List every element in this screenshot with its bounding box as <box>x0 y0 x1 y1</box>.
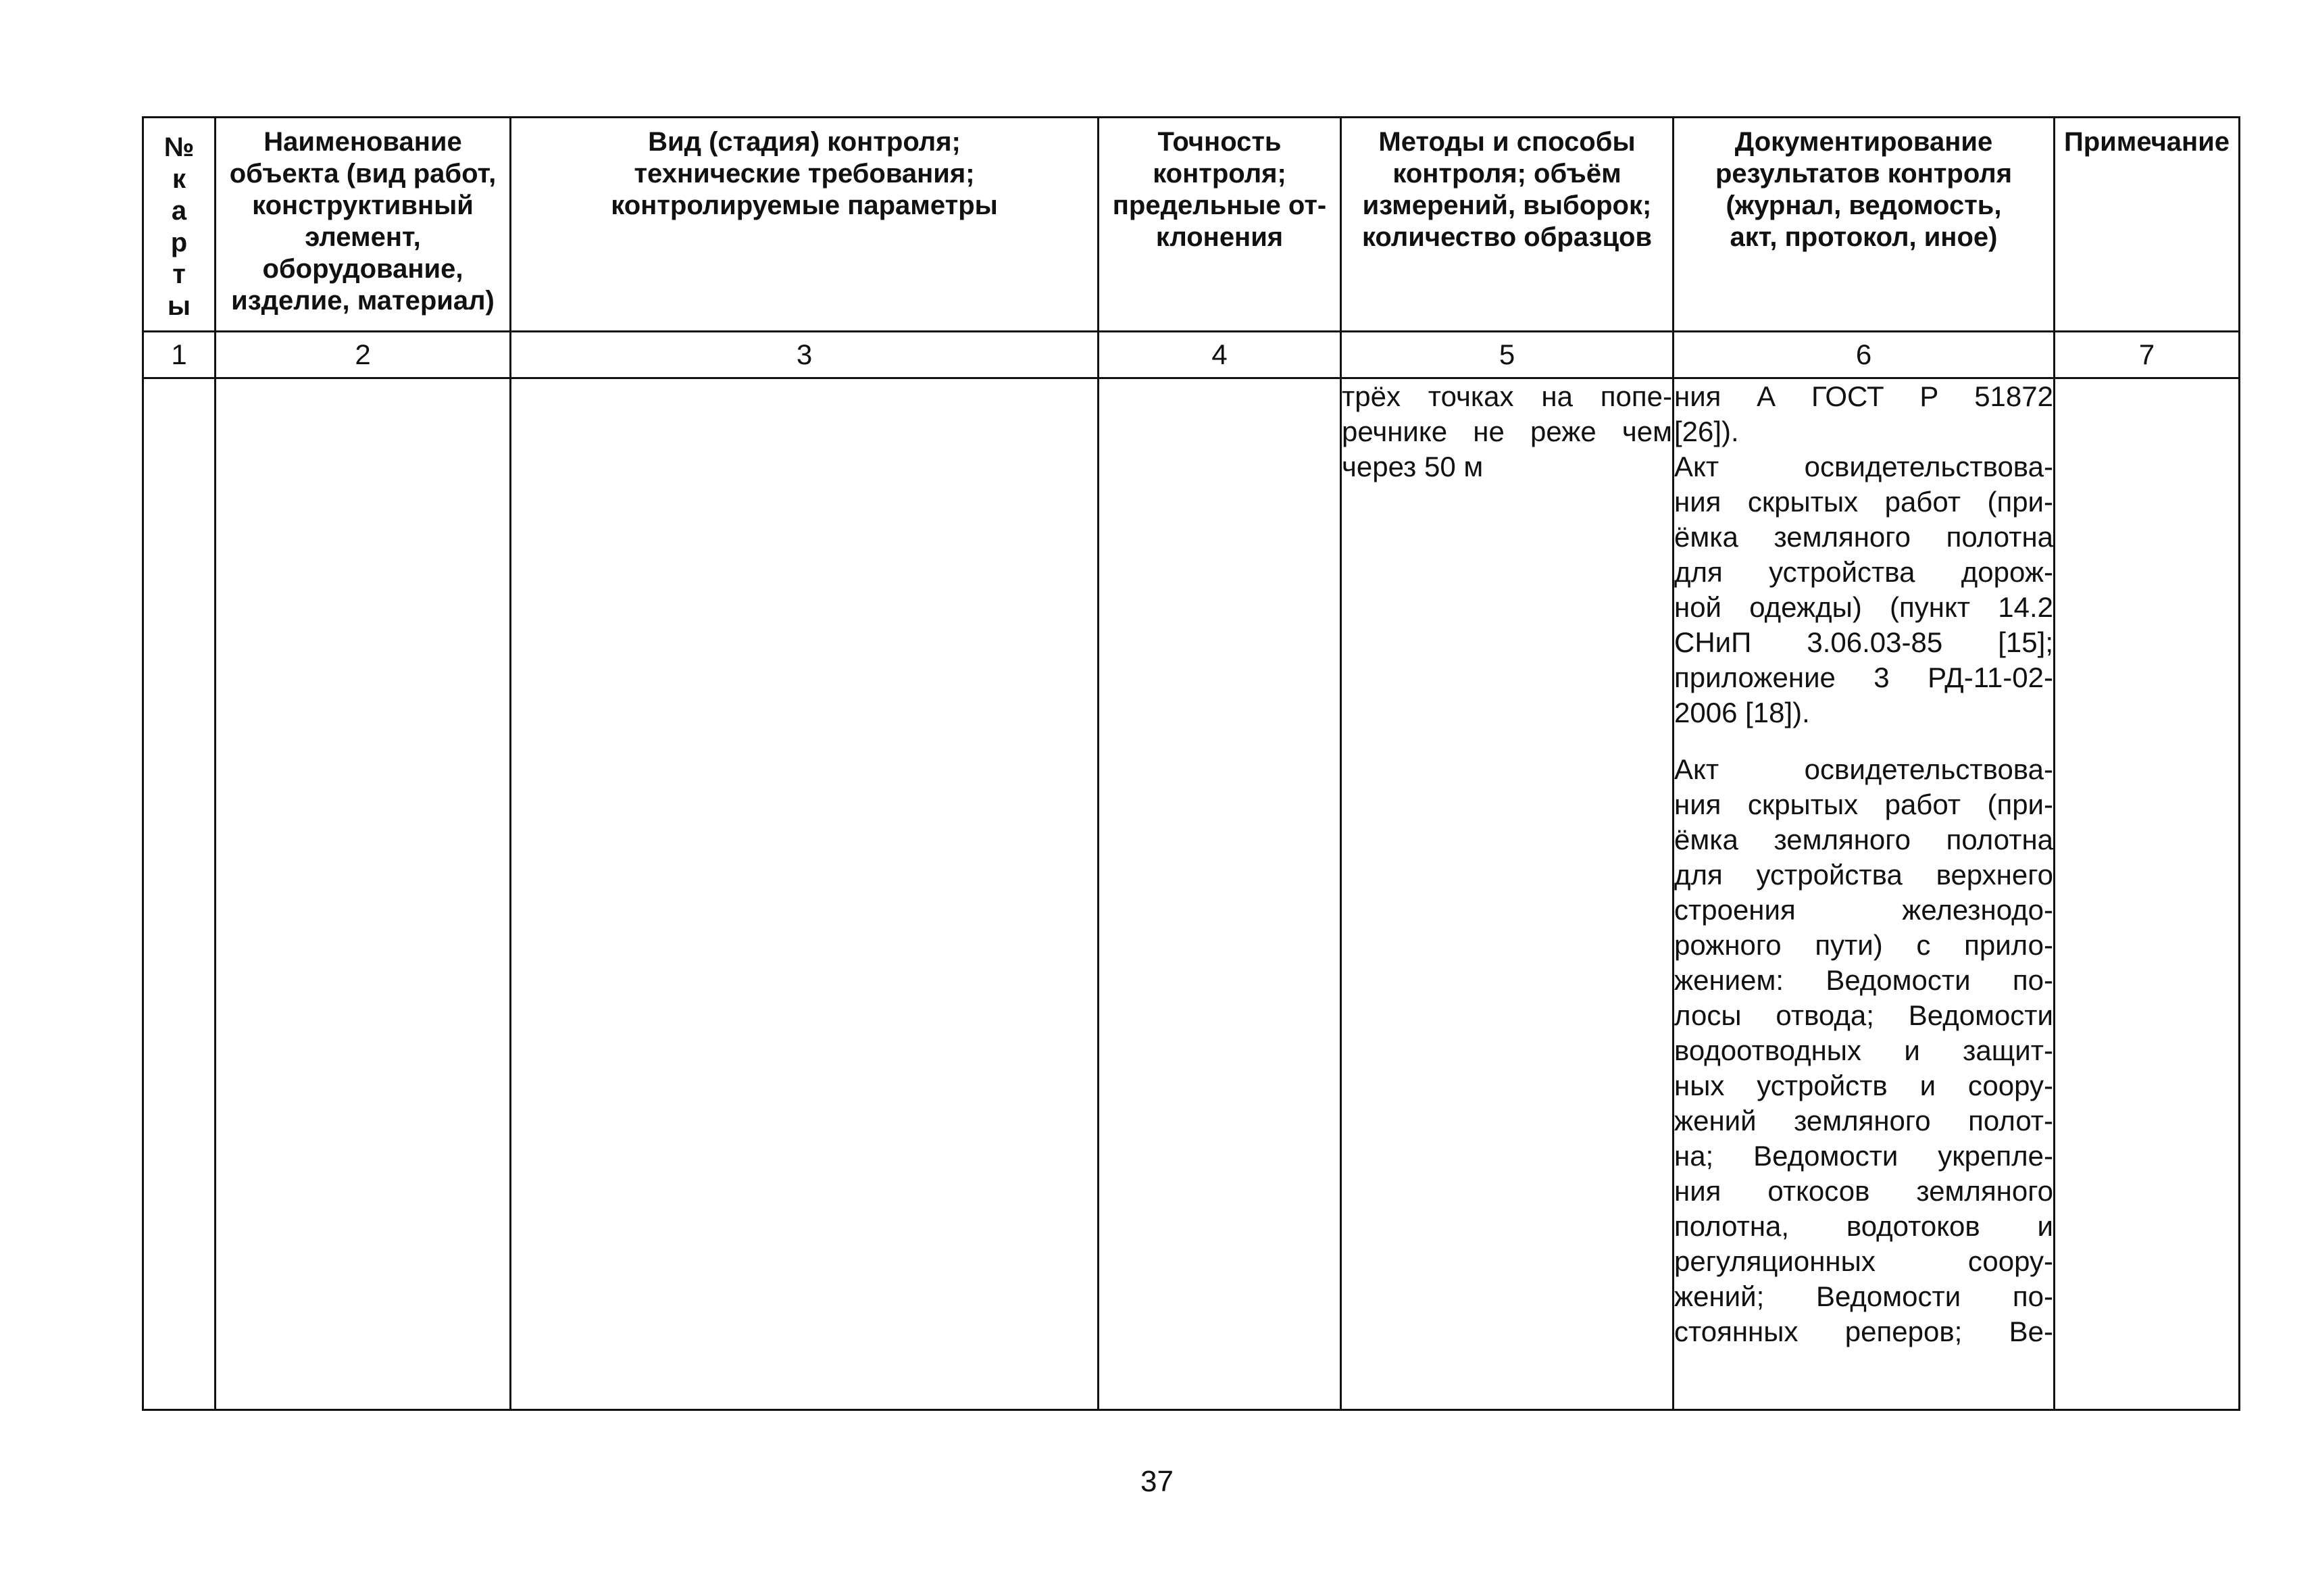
header-line: оборудование, <box>262 254 463 284</box>
header-line: Наименование <box>263 127 462 157</box>
column-number: 7 <box>2055 332 2240 378</box>
column-number-row <box>143 332 2240 378</box>
header-line: контроля; объём <box>1392 159 1621 189</box>
cell-line: рожного пути) с прило- <box>1674 929 2053 961</box>
cell-line: жением: Ведомости по- <box>1674 964 2053 996</box>
header-line: акт, протокол, иное) <box>1730 222 1998 252</box>
cell-line: ных устройств и соору- <box>1674 1070 2053 1101</box>
header-col-5 <box>1341 118 1674 332</box>
header-line: Примечание <box>2063 127 2230 157</box>
cell-line: Акт освидетельствова- <box>1674 753 2053 785</box>
header-line: Вид (стадия) контроля; <box>648 127 961 157</box>
header-line: элемент, <box>305 222 421 252</box>
header-line: предельные от- <box>1112 191 1327 220</box>
cell-line: ёмка земляного полотна <box>1674 824 2053 855</box>
header-col-4 <box>1099 118 1341 332</box>
cell-line: для устройства дорож- <box>1674 556 2053 588</box>
cell-line: [26]). <box>1674 416 1739 447</box>
header-col-1-letter: р <box>170 228 188 257</box>
cell-line: строения железнодо- <box>1674 894 2053 926</box>
cell-line: ёмка земляного полотна <box>1674 521 2053 553</box>
header-col-1-letter: а <box>171 196 187 226</box>
cell-col-1 <box>143 378 216 1410</box>
column-number: 6 <box>1674 332 2055 378</box>
cell-line: ния откосов земляного <box>1674 1175 2053 1207</box>
cell-col-4 <box>1099 378 1341 1410</box>
cell-line: на; Ведомости укрепле- <box>1674 1140 2053 1172</box>
table-row <box>143 378 2240 1410</box>
cell-line: приложение 3 РД-11-02- <box>1674 662 2053 693</box>
header-col-1-letter: к <box>172 164 186 194</box>
header-line: конструктивный <box>252 191 474 220</box>
header-line: Документирование <box>1734 127 1993 157</box>
column-number: 3 <box>511 332 1099 378</box>
header-line: Точность <box>1157 127 1282 157</box>
cell-col-2 <box>216 378 511 1410</box>
header-col-1 <box>143 118 216 332</box>
cell-col-6-documentation <box>1674 378 2055 1410</box>
cell-line: жений; Ведомости по- <box>1674 1280 2053 1312</box>
header-row <box>143 118 2240 332</box>
header-col-3 <box>511 118 1099 332</box>
cell-line: ния скрытых работ (при- <box>1674 486 2053 518</box>
header-line: количество образцов <box>1361 222 1653 252</box>
cell-line: трёх точках на попе- <box>1342 380 1672 412</box>
cell-line: полотна, водотоков и <box>1674 1210 2053 1242</box>
cell-line: регуляционных соору- <box>1674 1245 2053 1277</box>
cell-line: жений земляного полот- <box>1674 1105 2053 1137</box>
cell-line: стоянных реперов; Ве- <box>1674 1316 2053 1347</box>
cell-line: для устройства верхнего <box>1674 859 2053 891</box>
header-col-1-letter: ы <box>167 291 191 321</box>
cell-col-5-methods <box>1341 378 1674 1410</box>
header-line: Методы и способы <box>1378 127 1636 157</box>
cell-line: ной одежды) (пункт 14.2 <box>1674 591 2053 623</box>
cell-line: Акт освидетельствова- <box>1674 451 2053 482</box>
cell-line: ния А ГОСТ Р 51872 <box>1674 380 2053 412</box>
header-line: (журнал, ведомость, <box>1726 191 2002 220</box>
header-col-2 <box>216 118 511 332</box>
cell-line: лосы отвода; Ведомости <box>1674 999 2053 1031</box>
cell-line: 2006 [18]). <box>1674 697 1810 728</box>
header-line: клонения <box>1155 222 1284 252</box>
cell-line: через 50 м <box>1342 451 1484 482</box>
header-col-6 <box>1674 118 2055 332</box>
header-line: контроля; <box>1153 159 1286 189</box>
page-number: 37 <box>1140 1465 1174 1498</box>
header-col-1-letter: № <box>164 132 195 162</box>
header-col-7 <box>2055 118 2240 332</box>
cell-line: СНиП 3.06.03-85 [15]; <box>1674 626 2053 658</box>
header-line: контролируемые параметры <box>611 191 998 220</box>
header-line: измерений, выборок; <box>1362 191 1652 220</box>
header-line: объекта (вид работ, <box>229 159 497 189</box>
cell-col-7 <box>2055 378 2240 1410</box>
header-line: результатов контроля <box>1715 159 2013 189</box>
column-number: 1 <box>143 332 216 378</box>
header-col-1-letter: т <box>172 259 186 289</box>
column-number: 2 <box>216 332 511 378</box>
header-line: изделие, материал) <box>231 286 495 316</box>
cell-line: ния скрытых работ (при- <box>1674 789 2053 820</box>
control-table <box>142 116 2240 1411</box>
cell-col-3 <box>511 378 1099 1410</box>
cell-line: водоотводных и защит- <box>1674 1034 2053 1066</box>
column-number: 4 <box>1099 332 1341 378</box>
column-number: 5 <box>1341 332 1674 378</box>
header-line: технические требования; <box>634 159 975 189</box>
paragraph-gap <box>1674 730 2053 752</box>
cell-line: речнике не реже чем <box>1342 416 1672 447</box>
